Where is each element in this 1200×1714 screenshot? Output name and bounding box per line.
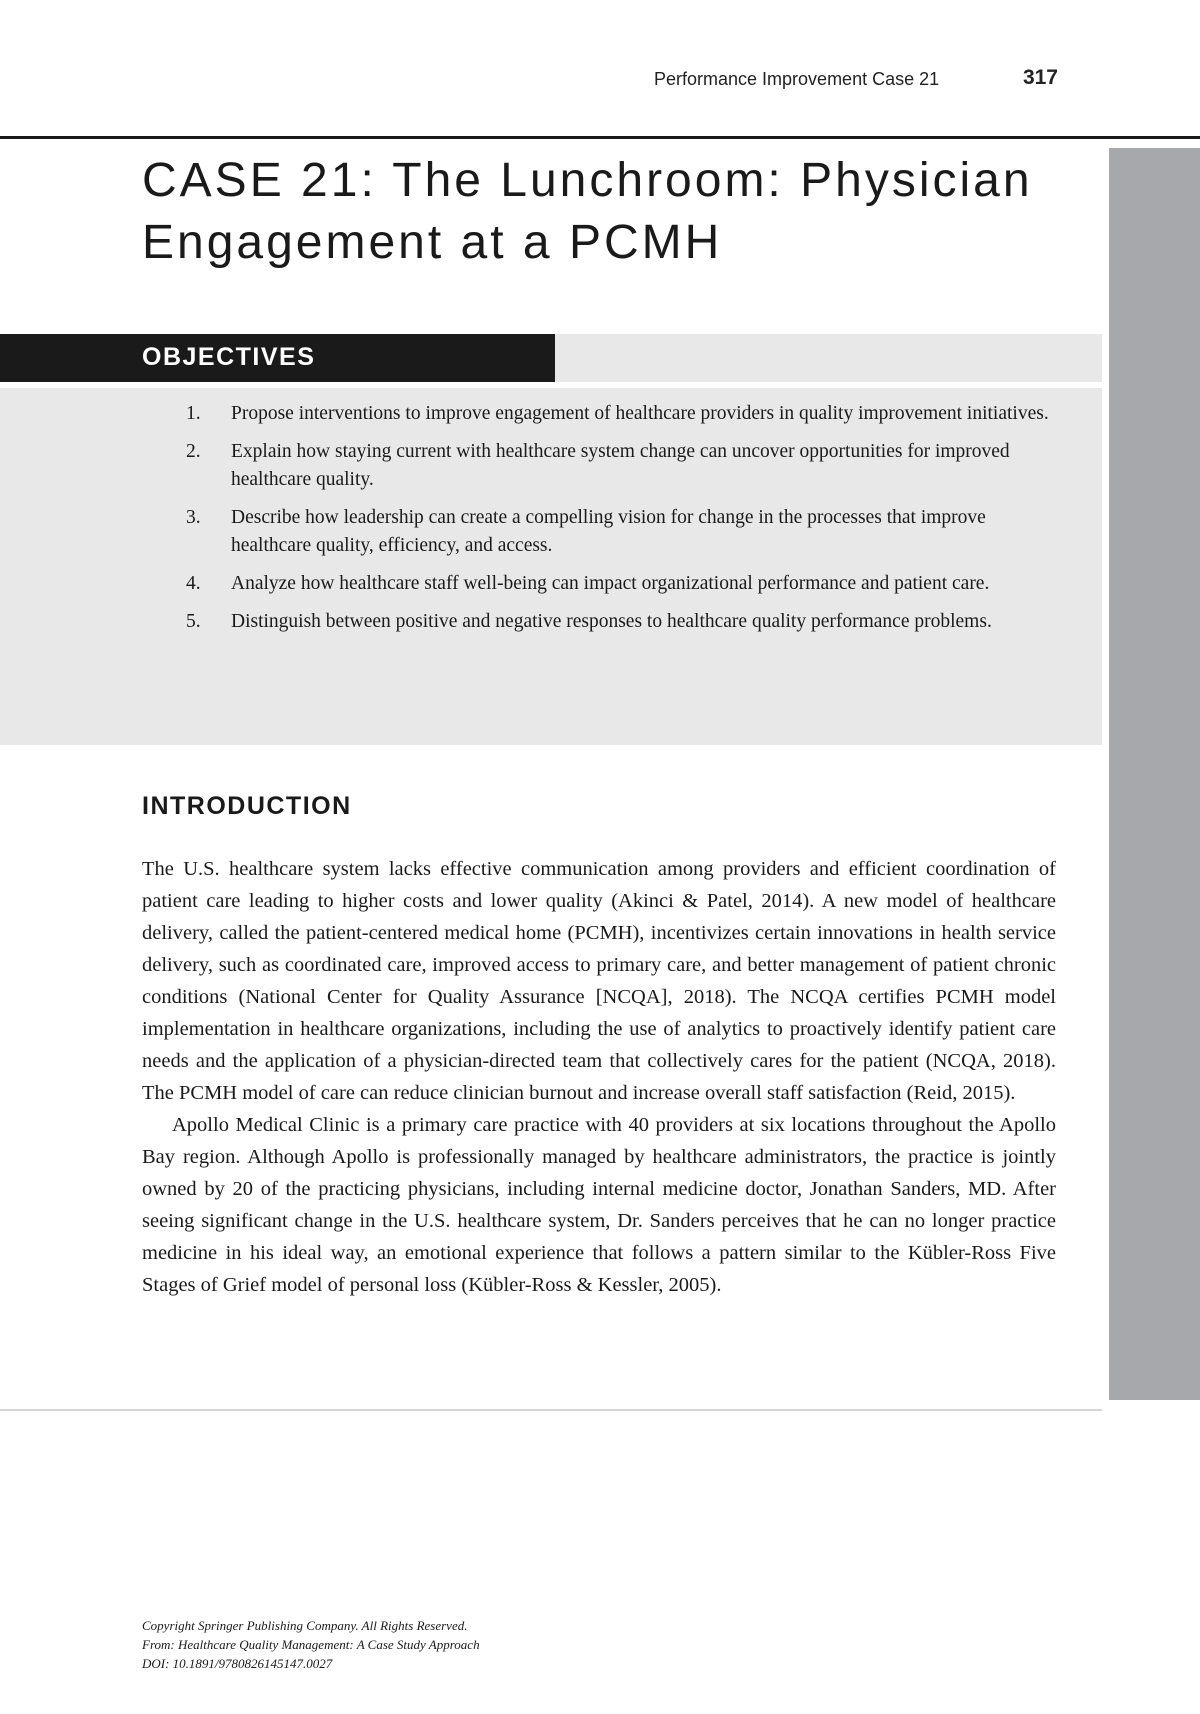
running-head-section: Performance Improvement Case 21	[654, 69, 940, 89]
objective-text: Propose interventions to improve engagement of healthcare providers in quality improvement initiatives.	[231, 403, 1049, 424]
introduction-paragraph: The U.S. healthcare system lacks effective communication among providers and efficient coordination of patient care leading to higher costs and lower quality (Akinci & Patel, 2014). A new model of healthcare delivery, called the patient-centered medical home (PCMH), incentivizes certain innovations in health service delivery, such as coordinated care, improved access to primary care, and better management of patient chronic conditions (National Center for Quality Assurance [NCQA], 2018). The NCQA certifies PCMH model implementation in healthcare organizations, including the use of analytics to proactively identify patient care needs and the application of a physician-directed team that collectively cares for the patient (NCQA, 2018). The PCMH model of care can reduce clinician burnout and increase overall staff satisfaction (Reid, 2015).	[142, 858, 1056, 1104]
case-title	[142, 150, 1082, 274]
objective-item	[142, 570, 1062, 598]
side-thumb-tab	[1109, 148, 1200, 1400]
bottom-rule	[0, 1409, 1102, 1411]
objective-number: 3.	[186, 507, 201, 528]
objective-item	[142, 608, 1062, 636]
objective-number: 1.	[186, 403, 201, 424]
top-rule	[0, 136, 1200, 139]
introduction-heading: INTRODUCTION	[142, 792, 352, 820]
objectives-heading: OBJECTIVES	[142, 343, 316, 371]
objective-number: 5.	[186, 611, 201, 632]
objective-text: Describe how leadership can create a compelling vision for change in the processes that improve healthcare quality, efficiency, and access.	[231, 507, 986, 556]
footer-doi: DOI: 10.1891/9780826145147.0027	[142, 1656, 333, 1671]
case-title-line-2: Engagement at a PCMH	[142, 216, 723, 269]
objective-item	[142, 438, 1062, 494]
introduction-paragraph: Apollo Medical Clinic is a primary care practice with 40 providers at six locations throughout the Apollo Bay region. Although Apollo is professionally managed by healthcare administrators, the practice is jointly owned by 20 of the practicing physicians, including internal medicine doctor, Jonathan Sanders, MD. After seeing significant change in the U.S. healthcare system, Dr. Sanders perceives that he can no longer practice medicine in his ideal way, an emotional experience that follows a pattern similar to the Kübler-Ross Five Stages of Grief model of personal loss (Kübler-Ross & Kessler, 2005).	[142, 1114, 1056, 1296]
introduction-body	[142, 853, 1056, 1301]
objective-item	[142, 504, 1062, 560]
objective-text: Distinguish between positive and negative responses to healthcare quality performance problems.	[231, 611, 992, 632]
copyright-footer	[142, 1616, 480, 1673]
objective-text: Analyze how healthcare staff well-being can impact organizational performance and patient care.	[231, 573, 990, 594]
objective-text: Explain how staying current with healthcare system change can uncover opportunities for improved healthcare quality.	[231, 441, 1010, 490]
page-number: 317	[1022, 66, 1058, 89]
objective-number: 2.	[186, 441, 201, 462]
objective-item	[142, 400, 1062, 428]
objective-number: 4.	[186, 573, 201, 594]
objectives-header	[0, 334, 555, 382]
objectives-list	[142, 400, 1062, 646]
footer-copyright: Copyright Springer Publishing Company. All Rights Reserved.	[142, 1618, 468, 1633]
footer-source: From: Healthcare Quality Management: A Case Study Approach	[142, 1637, 480, 1652]
case-title-line-1: CASE 21: The Lunchroom: Physician	[142, 154, 1033, 207]
